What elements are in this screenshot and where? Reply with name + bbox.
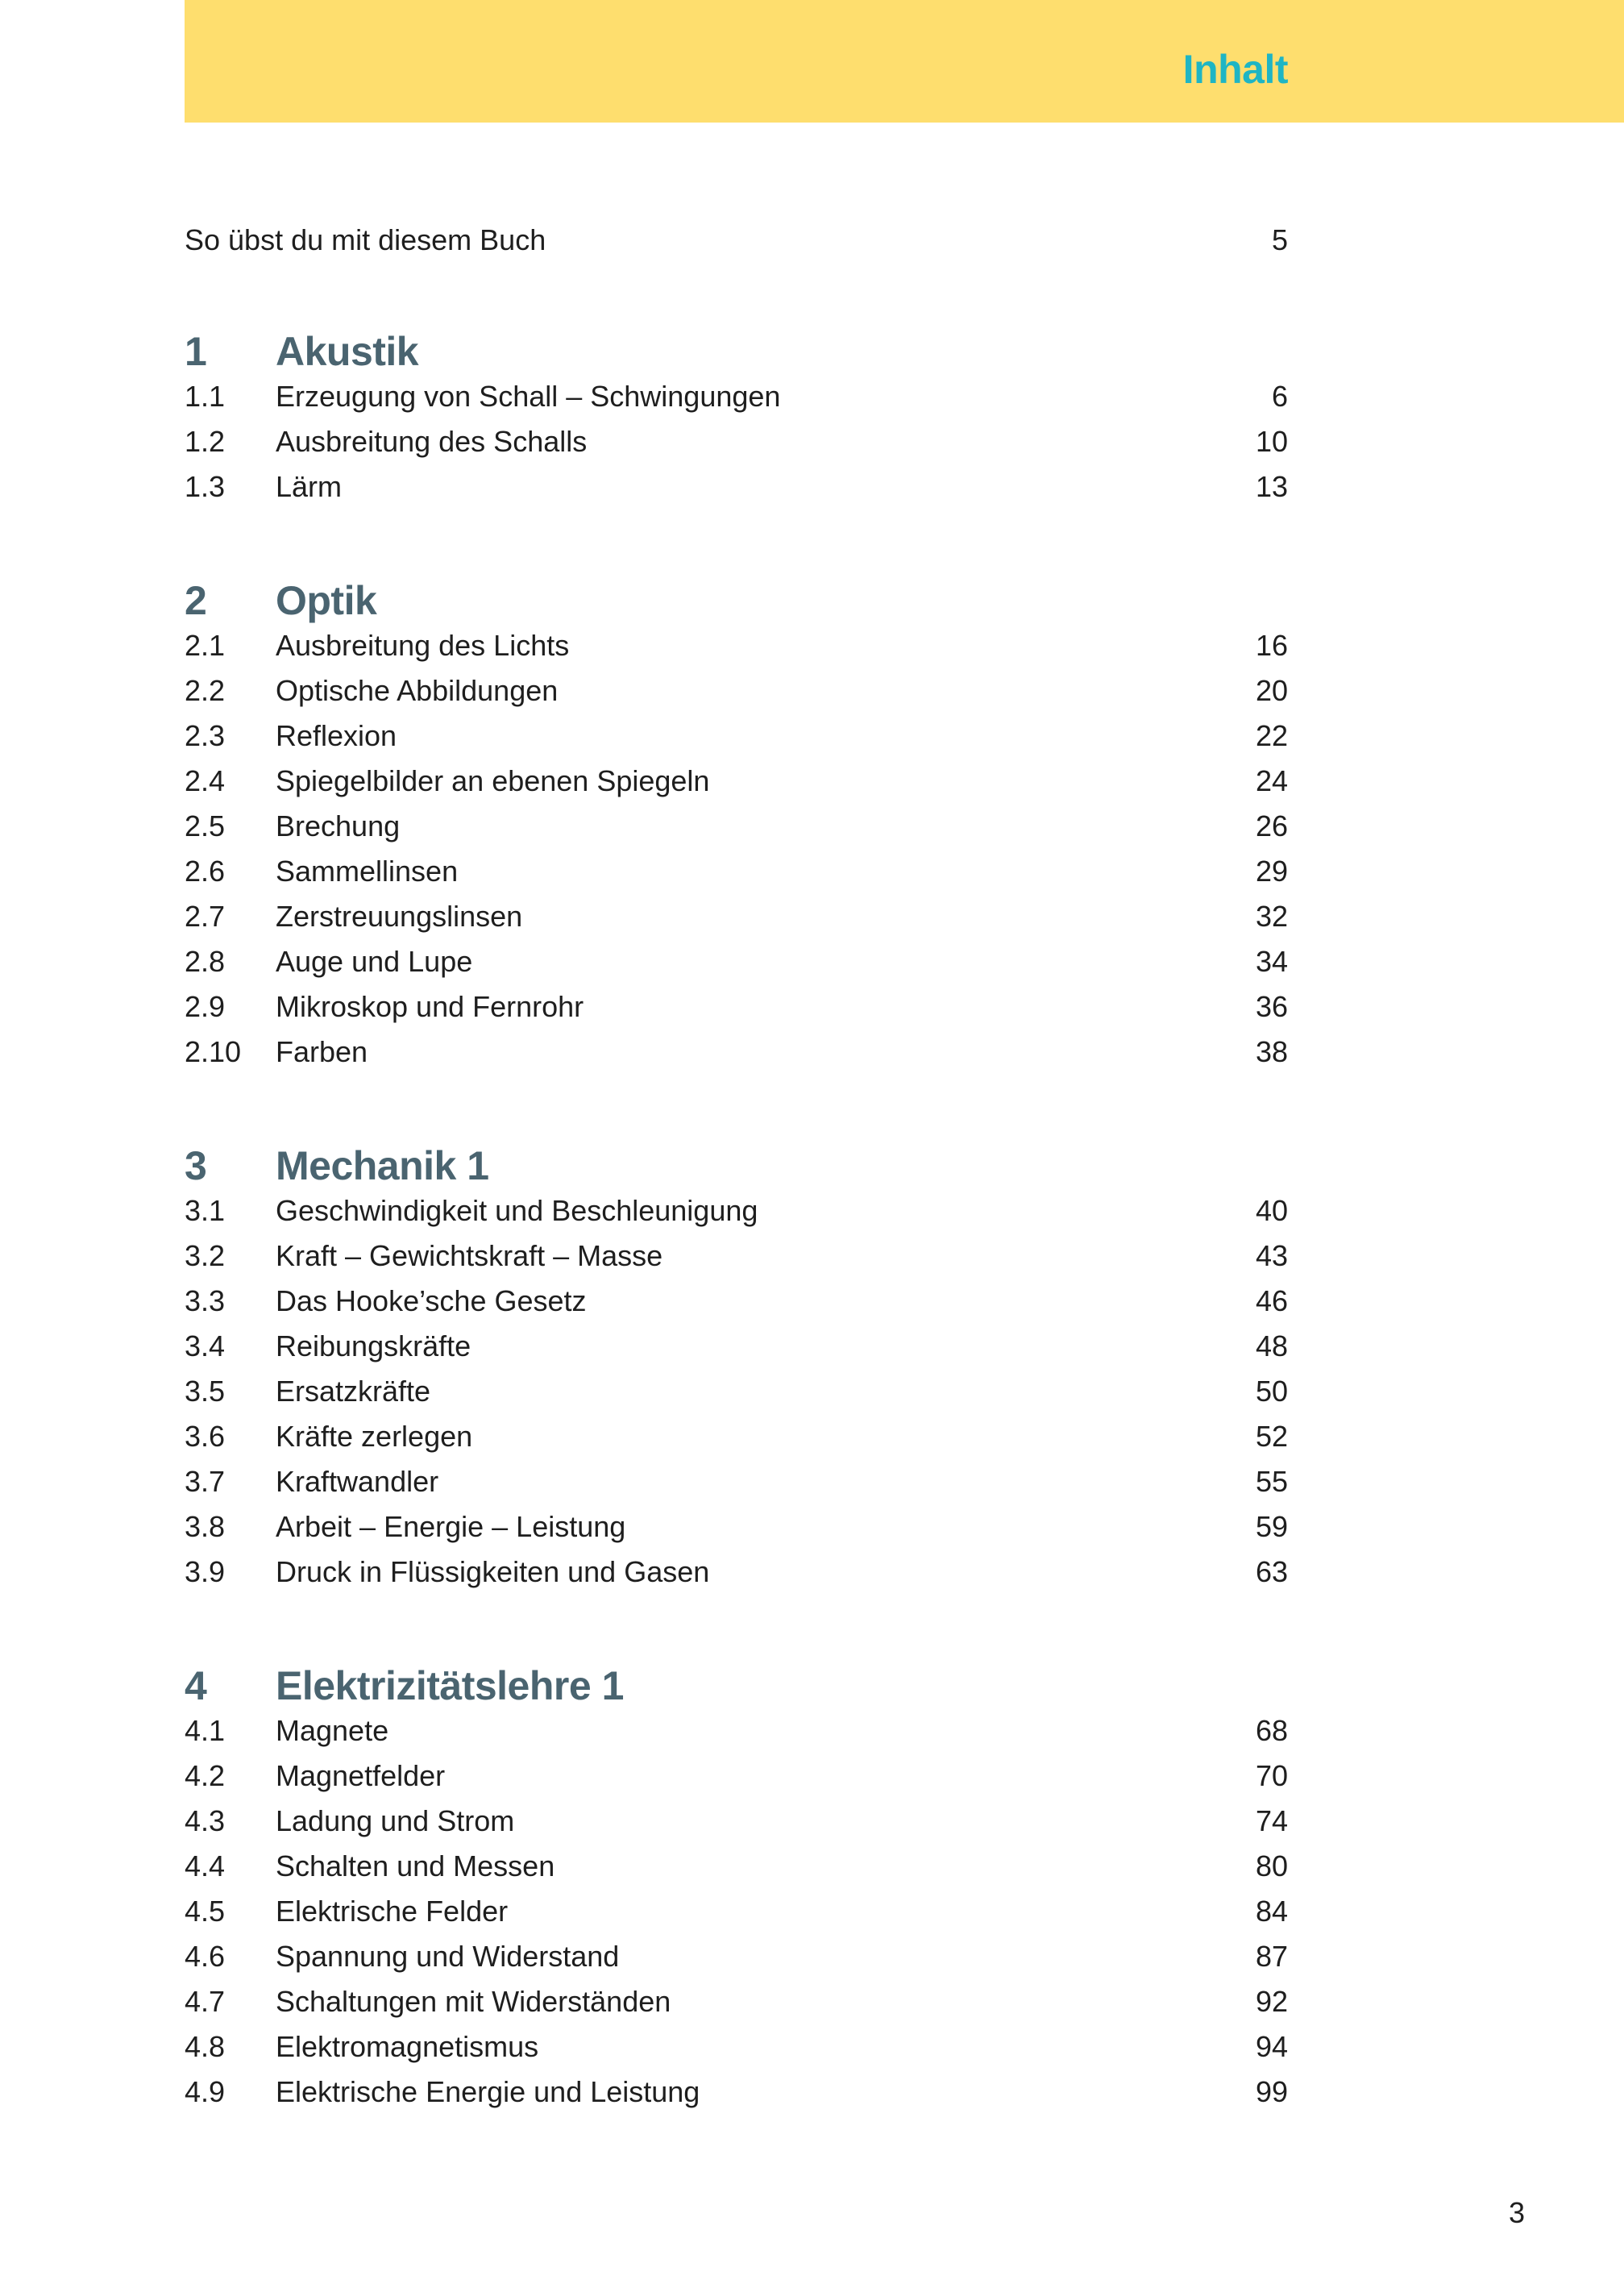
toc-entry-page: 29 <box>1255 855 1288 888</box>
toc-entry[interactable] <box>185 419 1288 464</box>
toc-entry-page: 13 <box>1255 470 1288 503</box>
toc-entry[interactable] <box>185 1459 1288 1504</box>
toc-entry-number: 1.3 <box>185 470 226 503</box>
toc-entry[interactable] <box>185 464 1288 510</box>
toc-entry-label: Elektrische Energie und Leistung <box>276 2075 700 2108</box>
toc-entry-label: Das Hooke’sche Gesetz <box>276 1284 587 1317</box>
toc-entry-label: Reflexion <box>276 719 397 752</box>
toc-entry-label: So übst du mit diesem Buch <box>185 223 546 256</box>
toc-entry[interactable] <box>185 1844 1288 1889</box>
toc-entry-number: 2.4 <box>185 764 226 797</box>
toc-entry[interactable] <box>185 2024 1288 2070</box>
toc-entry-number: 4.9 <box>185 2075 226 2108</box>
toc-entry-number: 4.3 <box>185 1804 226 1837</box>
toc-entry-label: Druck in Flüssigkeiten und Gasen <box>276 1555 710 1588</box>
section-number: 3 <box>185 1143 207 1188</box>
toc-entry-number: 4.2 <box>185 1759 226 1792</box>
toc-entry-page: 16 <box>1255 629 1288 662</box>
toc-entry-page: 20 <box>1255 674 1288 707</box>
toc-entry-label: Ladung und Strom <box>276 1804 515 1837</box>
toc-entry-number: 3.7 <box>185 1465 226 1498</box>
toc-entry-label: Arbeit – Energie – Leistung <box>276 1510 626 1543</box>
section-title: Mechanik 1 <box>276 1143 489 1188</box>
toc-entry-number: 3.4 <box>185 1329 226 1362</box>
toc-entry-label: Kräfte zerlegen <box>276 1420 473 1453</box>
toc-entry-page: 36 <box>1255 990 1288 1023</box>
toc-entry-page: 43 <box>1255 1239 1288 1272</box>
toc-entry-number: 4.6 <box>185 1940 226 1973</box>
toc-entry-number: 1.1 <box>185 380 226 413</box>
toc-entry-page: 26 <box>1255 809 1288 842</box>
toc-entry-label: Ersatzkräfte <box>276 1375 431 1408</box>
toc-entry-label: Magnete <box>276 1714 389 1747</box>
toc-entry[interactable] <box>185 1504 1288 1550</box>
toc-section-optik <box>185 578 1288 1075</box>
toc-entry-page: 87 <box>1255 1940 1288 1973</box>
section-number: 4 <box>185 1663 207 1708</box>
toc-entry-number: 2.1 <box>185 629 226 662</box>
toc-entry-page: 84 <box>1255 1895 1288 1928</box>
toc-entry-label: Spiegelbilder an ebenen Spiegeln <box>276 764 710 797</box>
toc-entry-page: 94 <box>1255 2030 1288 2063</box>
toc-entry-label: Optische Abbildungen <box>276 674 559 707</box>
toc-entry-label: Brechung <box>276 809 401 842</box>
toc-entry-page: 48 <box>1255 1329 1288 1362</box>
toc-entry-label: Elektromagnetismus <box>276 2030 539 2063</box>
toc-entry-number: 2.8 <box>185 945 226 978</box>
toc-entry[interactable] <box>185 1414 1288 1459</box>
toc-entry[interactable] <box>185 1979 1288 2024</box>
toc-entry[interactable] <box>185 1708 1288 1753</box>
toc-entry-number: 2.3 <box>185 719 226 752</box>
toc-entry-page: 70 <box>1255 1759 1288 1792</box>
toc-entry[interactable] <box>185 1550 1288 1595</box>
toc-entry-page: 46 <box>1255 1284 1288 1317</box>
toc-entry-page: 22 <box>1255 719 1288 752</box>
toc-entry-page: 63 <box>1255 1555 1288 1588</box>
toc-entry[interactable] <box>185 668 1288 713</box>
section-title: Optik <box>276 578 377 623</box>
toc-entry-label: Spannung und Widerstand <box>276 1940 620 1973</box>
section-title: Elektrizitätslehre 1 <box>276 1663 624 1708</box>
toc-entry-number: 2.10 <box>185 1035 242 1068</box>
toc-entry[interactable] <box>185 1889 1288 1934</box>
page-number: 3 <box>1508 2196 1526 2229</box>
toc-entry-label: Schalten und Messen <box>276 1849 555 1882</box>
toc-entry[interactable] <box>185 1934 1288 1979</box>
toc-entry-number: 3.6 <box>185 1420 226 1453</box>
toc-entry[interactable] <box>185 1324 1288 1369</box>
toc-entry-label: Kraftwandler <box>276 1465 439 1498</box>
toc-entry[interactable] <box>185 1030 1288 1075</box>
toc-entry-page: 92 <box>1255 1985 1288 2018</box>
toc-entry-intro[interactable] <box>185 218 1288 263</box>
toc-entry-number: 2.2 <box>185 674 226 707</box>
section-heading[interactable] <box>185 1143 1288 1188</box>
toc-entry-label: Zerstreuungslinsen <box>276 900 523 933</box>
toc-entry-number: 4.5 <box>185 1895 226 1928</box>
toc-entry-number: 2.9 <box>185 990 226 1023</box>
toc-entry[interactable] <box>185 939 1288 984</box>
toc-entry-number: 4.7 <box>185 1985 226 2018</box>
section-number: 2 <box>185 578 207 623</box>
toc-entry-label: Geschwindigkeit und Beschleunigung <box>276 1194 758 1227</box>
page-title: Inhalt <box>1182 47 1288 92</box>
toc-entry-page: 5 <box>1271 223 1288 256</box>
section-number: 1 <box>185 329 207 374</box>
toc-entry-label: Sammellinsen <box>276 855 459 888</box>
toc-entry[interactable] <box>185 623 1288 668</box>
toc-entry-page: 40 <box>1255 1194 1288 1227</box>
toc-entry[interactable] <box>185 713 1288 759</box>
toc-entry-number: 4.8 <box>185 2030 226 2063</box>
table-of-contents <box>185 218 1288 2115</box>
toc-entry-page: 38 <box>1255 1035 1288 1068</box>
toc-entry[interactable] <box>185 1369 1288 1414</box>
toc-entry-number: 3.1 <box>185 1194 226 1227</box>
toc-entry-page: 6 <box>1271 380 1288 413</box>
toc-entry-page: 99 <box>1255 2075 1288 2108</box>
toc-entry[interactable] <box>185 374 1288 419</box>
section-heading[interactable] <box>185 1663 1288 1708</box>
toc-entry[interactable] <box>185 1753 1288 1799</box>
toc-entry-label: Ausbreitung des Lichts <box>276 629 570 662</box>
toc-entry[interactable] <box>185 1188 1288 1233</box>
toc-entry-label: Ausbreitung des Schalls <box>276 425 588 458</box>
toc-entry-label: Elektrische Felder <box>276 1895 509 1928</box>
toc-entry-label: Farben <box>276 1035 368 1068</box>
toc-entry[interactable] <box>185 1233 1288 1279</box>
toc-section-mechanik <box>185 1143 1288 1595</box>
toc-entry-number: 2.7 <box>185 900 226 933</box>
toc-entry-page: 50 <box>1255 1375 1288 1408</box>
toc-entry-page: 34 <box>1255 945 1288 978</box>
toc-entry-page: 59 <box>1255 1510 1288 1543</box>
toc-entry-label: Lärm <box>276 470 343 503</box>
section-title: Akustik <box>276 329 419 374</box>
toc-entry-number: 3.9 <box>185 1555 226 1588</box>
toc-entry[interactable] <box>185 894 1288 939</box>
toc-entry[interactable] <box>185 2070 1288 2115</box>
toc-entry-number: 4.1 <box>185 1714 226 1747</box>
toc-entry-label: Mikroskop und Fernrohr <box>276 990 584 1023</box>
toc-entry-number: 3.3 <box>185 1284 226 1317</box>
toc-entry-page: 52 <box>1255 1420 1288 1453</box>
toc-entry-label: Schaltungen mit Widerständen <box>276 1985 671 2018</box>
toc-entry-number: 3.2 <box>185 1239 226 1272</box>
toc-entry-number: 3.8 <box>185 1510 226 1543</box>
toc-entry-label: Auge und Lupe <box>276 945 473 978</box>
toc-entry-page: 68 <box>1255 1714 1288 1747</box>
toc-entry-label: Reibungskräfte <box>276 1329 471 1362</box>
toc-entry[interactable] <box>185 984 1288 1030</box>
toc-section-akustik <box>185 329 1288 510</box>
toc-entry-label: Magnetfelder <box>276 1759 446 1792</box>
toc-entry-page: 74 <box>1255 1804 1288 1837</box>
toc-entry-page: 55 <box>1255 1465 1288 1498</box>
toc-entry-page: 24 <box>1255 764 1288 797</box>
toc-entry-number: 4.4 <box>185 1849 226 1882</box>
toc-entry-label: Erzeugung von Schall – Schwingungen <box>276 380 781 413</box>
section-heading[interactable] <box>185 329 1288 374</box>
toc-entry[interactable] <box>185 849 1288 894</box>
toc-entry-number: 3.5 <box>185 1375 226 1408</box>
toc-entry-number: 2.6 <box>185 855 226 888</box>
toc-entry[interactable] <box>185 1279 1288 1324</box>
toc-entry[interactable] <box>185 759 1288 804</box>
header-band <box>185 0 1624 123</box>
toc-entry-number: 2.5 <box>185 809 226 842</box>
toc-entry-page: 10 <box>1255 425 1288 458</box>
toc-entry-page: 80 <box>1255 1849 1288 1882</box>
toc-entry-number: 1.2 <box>185 425 226 458</box>
toc-entry-page: 32 <box>1255 900 1288 933</box>
section-heading[interactable] <box>185 578 1288 623</box>
toc-entry[interactable] <box>185 1799 1288 1844</box>
toc-entry-label: Kraft – Gewichtskraft – Masse <box>276 1239 663 1272</box>
toc-entry[interactable] <box>185 804 1288 849</box>
toc-section-elektrizitaetslehre <box>185 1663 1288 2115</box>
